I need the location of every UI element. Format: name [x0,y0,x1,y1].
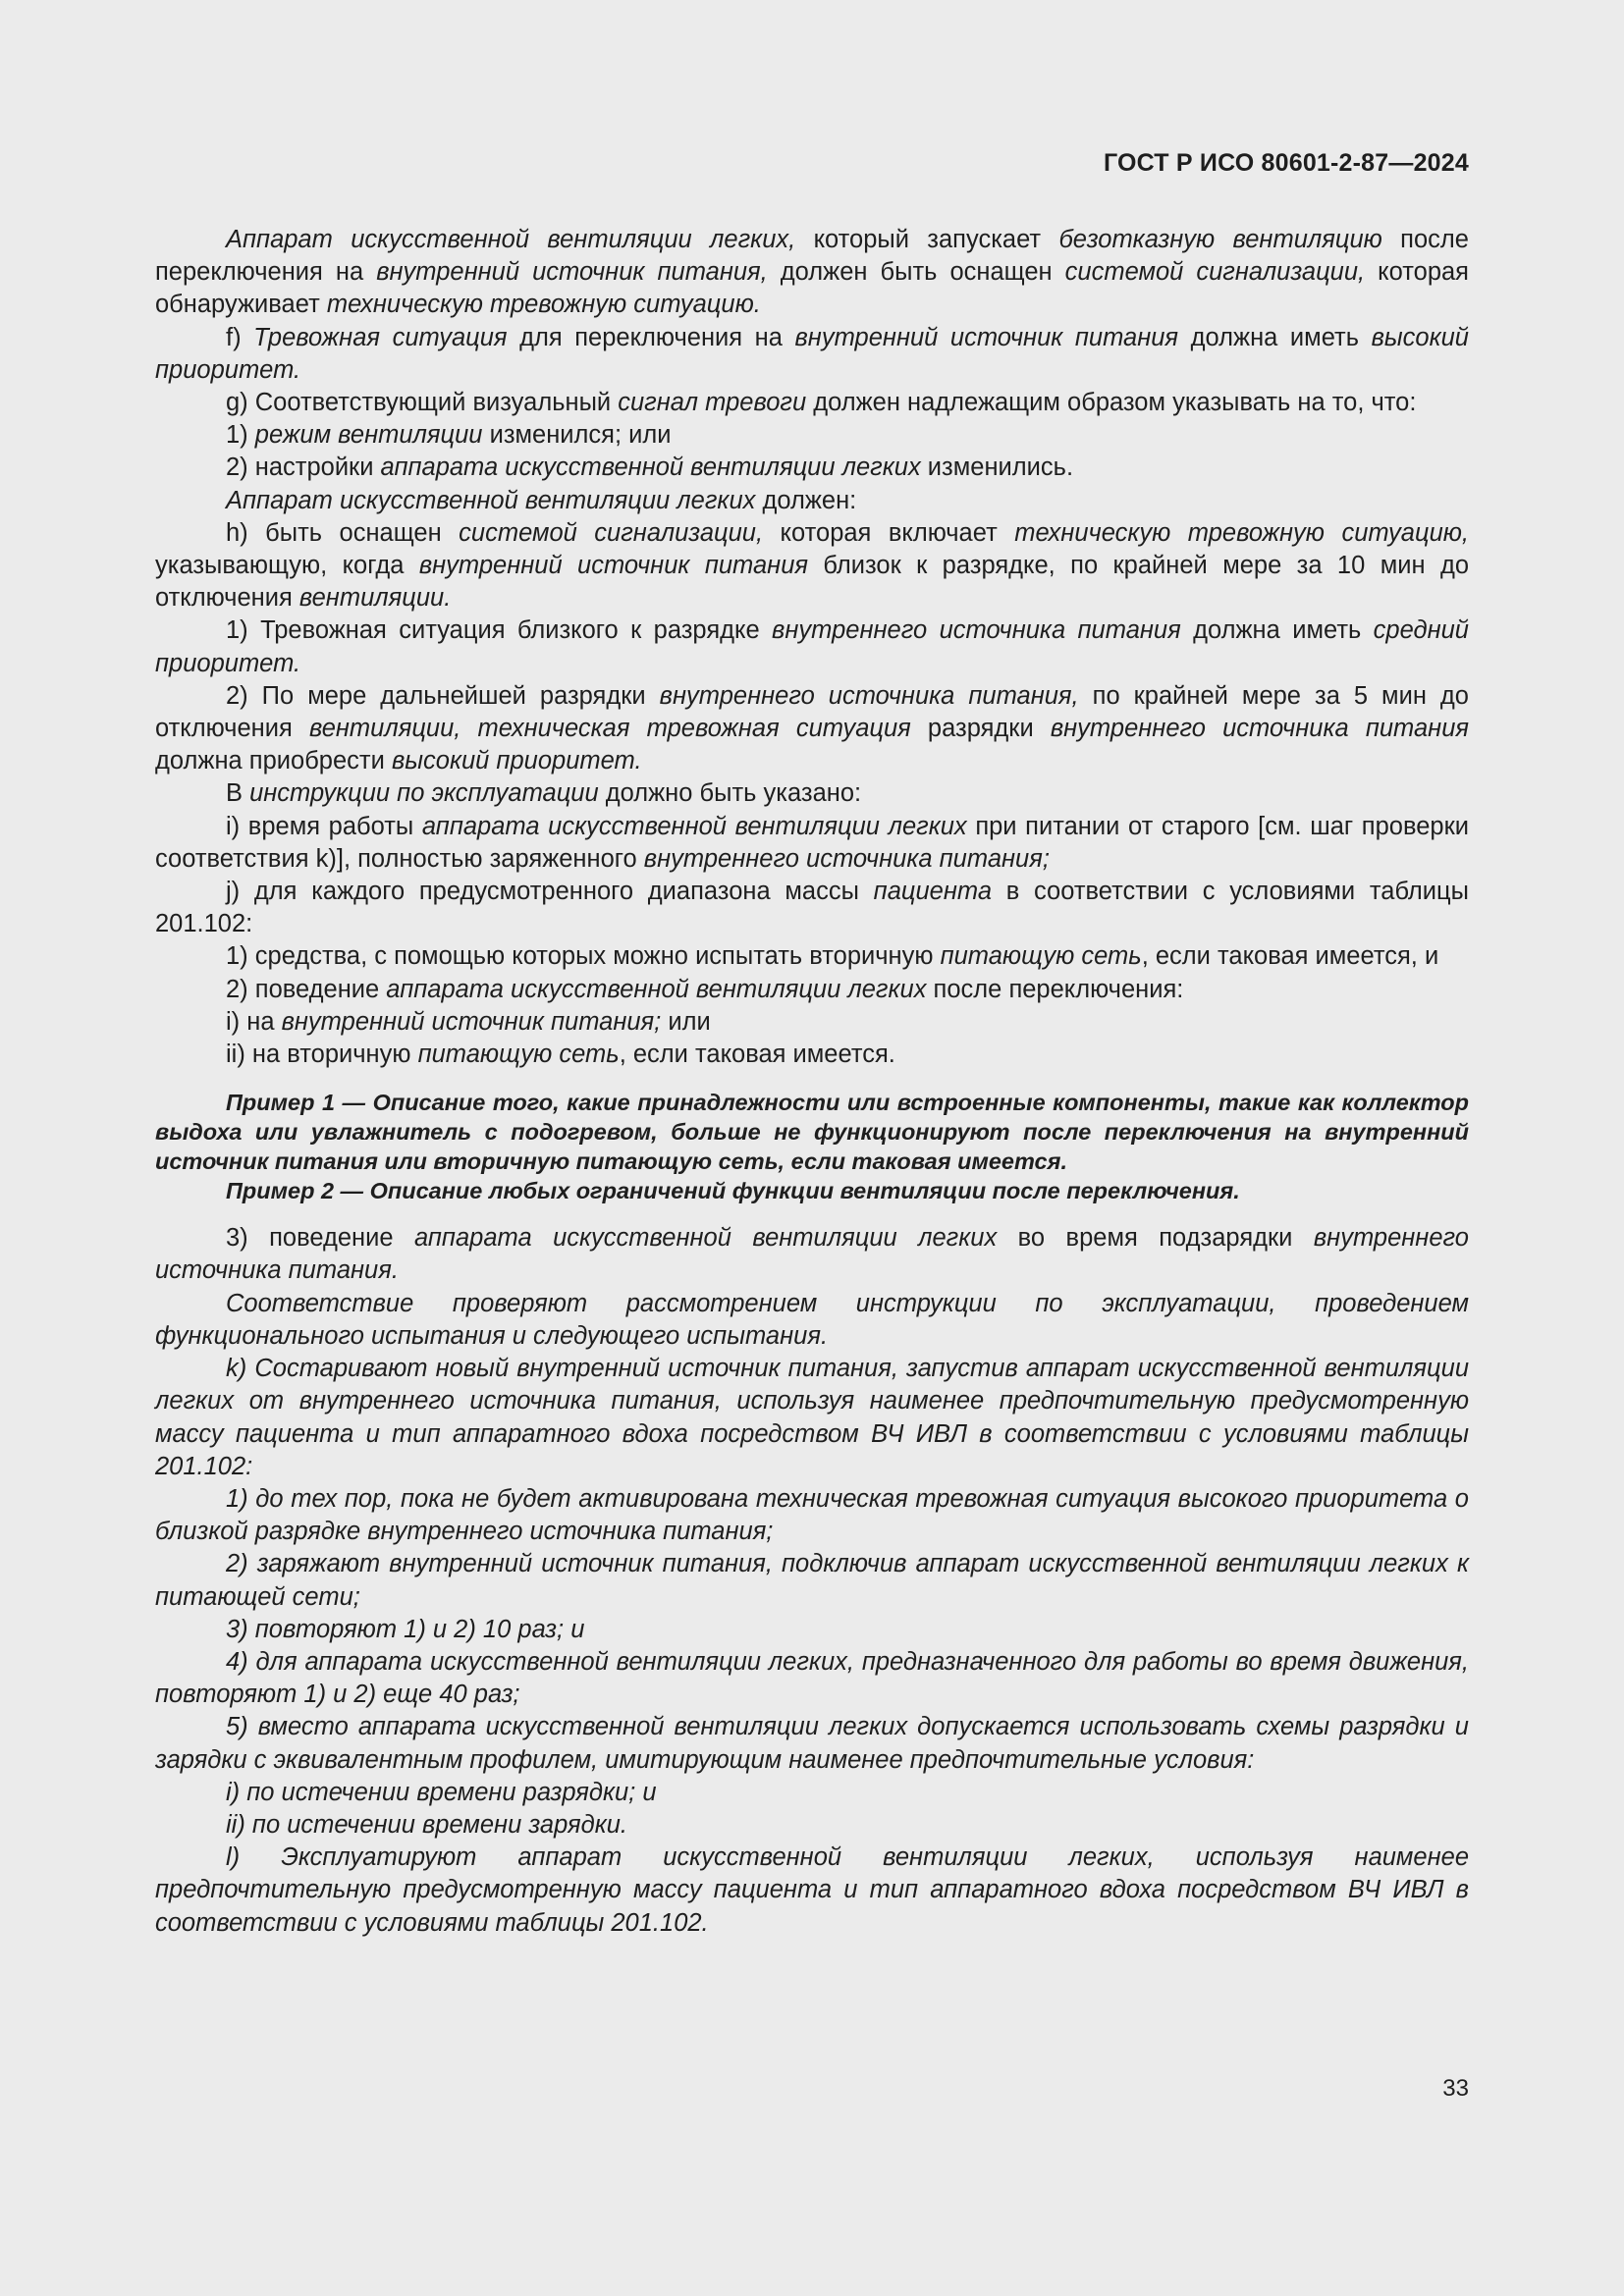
italic-term: 5) вместо аппарата искусственной вентиляции легких допускается использовать схемы разрядки и зарядки с эквивалентным профилем, имитирующим наименее предпочтительные условия: [155,1713,1469,1774]
standard-designation: ГОСТ Р ИСО 80601-2-87—2024 [1103,149,1469,177]
text-run: указывающую, когда [155,552,419,580]
document-body [155,224,1469,1940]
text-run: при питании от старого [см. шаг проверки соответствия k)], полностью заряженного [155,812,1469,873]
paragraph [155,322,1469,387]
italic-term: вентиляции, техническая тревожная ситуация [308,715,911,743]
paragraph [155,1006,1469,1039]
paragraph [155,1809,1469,1842]
italic-term: системой сигнализации, [1064,258,1366,287]
italic-term: аппарата искусственной вентиляции легких [380,454,921,482]
text-run: должна иметь [1178,323,1372,351]
text-run: должна приобрести [155,747,392,775]
text-run: 3) поведение [226,1224,414,1253]
paragraph [155,1039,1469,1071]
text-run: 2) настройки [226,454,381,482]
text-run: в соответствии с условиями таблицы 201.102: [155,878,1469,938]
text-run: близок к разрядке, по крайней мере за 10 мин до отключения [155,552,1470,613]
italic-term: Аппарат искусственной вентиляции легких, [226,226,796,253]
text-run: должен надлежащим образом указывать на то, что: [806,389,1417,417]
italic-term: k) Состаривают новый внутренний источник питания, запустив аппарат искусственной вентиляции легких от внутреннего источника питания, используя наименее предпочтительную предусмотренную массу пациента и тип аппаратного вдоха посредством ВЧ ИВЛ в соответствии с условиями таблицы 201.102: [155,1355,1469,1480]
italic-term: аппарата искусственной вентиляции легких [421,812,967,840]
italic-term: внутренний источник питания; [281,1007,662,1036]
italic-term: внутреннего источника питания. [155,1224,1469,1285]
text-run: i) время работы [226,812,422,840]
text-run: 1) средства, с помощью которых можно испытать вторичную [226,942,941,971]
examples-section [155,1088,1469,1205]
italic-term: внутренний источник питания [418,552,809,580]
paragraph [155,974,1469,1006]
text-run: после переключения на [155,226,1469,287]
text-run: g) Соответствующий визуальный [226,389,619,417]
italic-term: средний приоритет. [155,616,1469,677]
paragraph [155,811,1469,876]
paragraph [155,1483,1469,1548]
italic-term: Соответствие проверяют рассмотрением инструкции по эксплуатации, проведением функционального испытания и следующего испытания. [155,1289,1469,1350]
italic-term: внутреннего источника питания, [659,681,1079,710]
text-run: f) [226,323,254,351]
paragraph [155,1646,1469,1711]
paragraph [155,1777,1469,1809]
requirements-section [155,224,1469,1071]
text-run: или [661,1007,711,1036]
text-run: изменился; или [482,421,672,450]
paragraph [155,1842,1469,1940]
italic-term: 4) для аппарата искусственной вентиляции легких, предназначенного для работы во время движения, повторяют 1) и 2) еще 40 раз; [155,1647,1469,1709]
text-run: , если таковая имеется, и [1141,942,1439,971]
paragraph [155,940,1469,973]
paragraph [155,485,1469,517]
italic-term: l) Эксплуатируют аппарат искусственной вентиляции легких, используя наименее предпочтительную предусмотренную массу пациента и тип аппаратного вдоха посредством ВЧ ИВЛ в соответствии с условиями таблицы 201.102. [155,1843,1469,1937]
italic-term: i) по истечении времени разрядки; и [226,1778,657,1806]
italic-term: ii) по истечении времени зарядки. [226,1810,628,1839]
italic-term: техническую тревожную ситуацию, [1014,518,1470,547]
italic-term: Аппарат искусственной вентиляции легких [226,486,756,514]
italic-term: аппарата искусственной вентиляции легких [414,1224,998,1253]
text-run: i) на [226,1007,282,1036]
paragraph [155,1711,1469,1776]
italic-term: безотказную вентиляцию [1058,226,1382,253]
page-number: 33 [1442,2075,1469,2102]
paragraph [155,517,1469,615]
text-run: должна иметь [1180,616,1374,645]
italic-term: 1) до тех пор, пока не будет активирована техническая тревожная ситуация высокого приоритета о близкой разрядке внутреннего источника питания; [155,1484,1469,1546]
example-note: Пример 1 — Описание того, какие принадлежности или встроенные компоненты, такие как коллектор выдоха или увлажнитель с подогревом, больше не функционируют после переключения на внутренний источник питания или вторичную питающую сеть, если таковая имеется. [155,1090,1469,1175]
italic-term: внутреннего источника питания [1050,715,1470,743]
text-run: В [226,779,250,808]
text-run: 2) По мере дальнейшей разрядки [226,681,660,710]
paragraph [155,452,1469,484]
text-run: разрядки [910,715,1051,743]
italic-term: высокий приоритет. [391,747,642,775]
paragraph [155,224,1469,322]
paragraph [155,680,1469,778]
text-run: изменились. [920,454,1074,482]
text-run: должно быть указано: [598,779,862,808]
paragraph [155,1353,1469,1483]
italic-term: Тревожная ситуация [253,323,508,351]
text-run: 1) Тревожная ситуация близкого к разрядке [226,616,773,645]
italic-term: внутренний источник питания [794,323,1179,351]
italic-term: 2) заряжают внутренний источник питания, подключив аппарат искусственной вентиляции легких к питающей сети; [155,1550,1469,1611]
italic-term: 3) повторяют 1) и 2) 10 раз; и [226,1615,585,1643]
compliance-section [155,1222,1469,1939]
text-run: после переключения: [926,975,1184,1003]
text-run: ii) на вторичную [226,1041,418,1069]
italic-term: внутреннего источника питания [772,616,1181,645]
example-note: Пример 2 — Описание любых ограничений функции вентиляции после переключения. [226,1178,1240,1204]
text-run: для переключения на [507,323,795,351]
text-run: 1) [226,421,255,450]
text-run: во время подзарядки [997,1224,1314,1253]
paragraph [155,1614,1469,1646]
italic-term: внутреннего источника питания; [643,844,1050,873]
text-run: h) быть оснащен [226,518,460,547]
italic-term: сигнал тревоги [618,389,807,417]
italic-term: вентиляции. [298,584,452,613]
text-run: который запускает [795,226,1059,253]
text-run: которая обнаруживает [155,258,1469,319]
italic-term: питающую сеть [417,1041,620,1069]
text-run: должен: [755,486,857,514]
paragraph [155,777,1469,810]
italic-term: инструкции по эксплуатации [249,779,599,808]
italic-term: техническую тревожную ситуацию. [326,291,761,319]
italic-term: пациента [873,878,992,906]
italic-term: аппарата искусственной вентиляции легких [386,975,927,1003]
paragraph [155,387,1469,419]
text-run: , если таковая имеется. [619,1041,895,1069]
text-run: должен быть оснащен [767,258,1065,287]
text-run: j) для каждого предусмотренного диапазона массы [226,878,874,906]
italic-term: системой сигнализации, [459,518,764,547]
italic-term: высокий приоритет. [155,323,1469,384]
text-run: которая включает [763,518,1015,547]
paragraph [155,876,1469,940]
paragraph [155,614,1469,679]
paragraph [155,419,1469,452]
text-run: 2) поведение [226,975,387,1003]
italic-term: режим вентиляции [254,421,483,450]
text-run: по крайней мере за 5 мин до отключения [155,681,1469,743]
paragraph [155,1222,1469,1287]
italic-term: внутренний источник питания, [376,258,768,287]
paragraph [155,1288,1469,1353]
paragraph [155,1548,1469,1613]
italic-term: питающую сеть [940,942,1142,971]
